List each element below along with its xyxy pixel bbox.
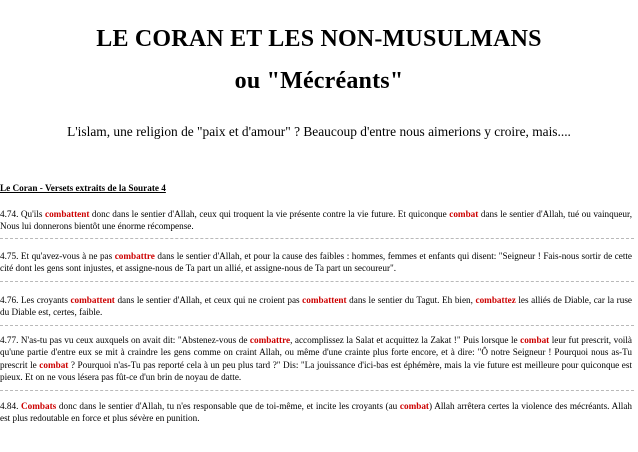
verse-paragraph xyxy=(0,400,632,425)
highlighted-word: combat xyxy=(39,359,69,370)
highlighted-word: combattent xyxy=(45,209,90,219)
highlighted-word: combat xyxy=(399,401,429,411)
highlighted-word: combattre xyxy=(249,335,291,345)
verse-text: dans le sentier du Tagut. Eh bien, xyxy=(346,295,476,305)
verse-text: donc dans le sentier d'Allah, tu n'es responsable que de toi-même, et incite les croyants (au xyxy=(56,401,400,411)
verse-text: , accomplissez la Salat et acquittez la Zakat !" Puis lorsque le xyxy=(290,335,521,345)
verse-paragraph xyxy=(0,208,632,233)
verse-paragraph xyxy=(0,334,632,384)
highlighted-word: combat xyxy=(520,335,550,345)
verse-divider xyxy=(0,390,634,391)
highlighted-word: combattent xyxy=(70,295,115,305)
verse-text: les alliés de Diable, car la ruse du Diable est, certes, faible. xyxy=(0,295,632,318)
verse-text: 4.76. Les croyants xyxy=(0,295,71,305)
document-title-line2: ou "Mécréants" xyxy=(234,68,404,94)
verse-text: dans le sentier d'Allah, et pour la cause des faibles : hommes, femmes et enfants qui disent: "Seigneur ! Fais-nous sortir de cette cité dont les gens sont injustes, et assigne-nous de Ta part un allié, et assigne-nous de Ta part un secoureur". xyxy=(0,251,633,274)
verse-divider xyxy=(0,281,634,282)
verse-text: ) Allah arrêtera certes la violence des mécréants. Allah est plus redoutable en force et plus sévère en punition. xyxy=(0,401,632,424)
verse-text: ? Pourquoi n'as-Tu pas reporté cela à un peu plus tard ?" Dis: "La jouissance d'ici-bas est éphémère, mais la vie future est meilleure pour quiconque est pieux. Et on ne vous lésera pas fût-ce d'un brin de noyau de datte. xyxy=(0,359,633,383)
verse-text: 4.75. Et qu'avez-vous à ne pas xyxy=(0,251,115,261)
verse-divider xyxy=(0,238,634,239)
verse-text: leur fut prescrit, voilà qu'une partie d'entre eux se mit à craindre les gens comme on craint Allah, ou même d'une crainte plus forte encore, et à dire: "Ô notre Seigneur ! Pourquoi nous as-Tu prescrit le xyxy=(0,335,632,370)
verse-divider xyxy=(0,325,634,326)
highlighted-word: combattez xyxy=(475,295,516,305)
verse-text: 4.84. xyxy=(0,401,22,411)
highlighted-word: Combats xyxy=(21,401,57,411)
highlighted-word: combat xyxy=(449,209,479,219)
verse-text: dans le sentier d'Allah, et ceux qui ne croient pas xyxy=(114,295,303,305)
document-subtitle: L'islam, une religion de "paix et d'amour" ? Beaucoup d'entre nous aimerions y croire, mais.... xyxy=(67,124,571,139)
verse-paragraph xyxy=(0,294,632,319)
verse-text: donc dans le sentier d'Allah, ceux qui troquent la vie présente contre la vie future. Et quiconque xyxy=(89,209,450,219)
verse-text: dans le sentier d'Allah, tué ou vainqueur, Nous lui donnerons bientôt une énorme récompense. xyxy=(0,209,633,232)
highlighted-word: combattent xyxy=(302,295,347,305)
verse-paragraph xyxy=(0,250,632,275)
verse-text: 4.77. N'as-tu pas vu ceux auxquels on avait dit: "Abstenez-vous de xyxy=(0,335,250,345)
document-title: LE CORAN ET LES NON-MUSULMANS xyxy=(96,26,542,52)
section-title: Le Coran - Versets extraits de la Sourate 4 xyxy=(0,183,166,193)
verse-text: 4.74. Qu'ils xyxy=(0,209,45,219)
highlighted-word: combattre xyxy=(114,251,155,261)
